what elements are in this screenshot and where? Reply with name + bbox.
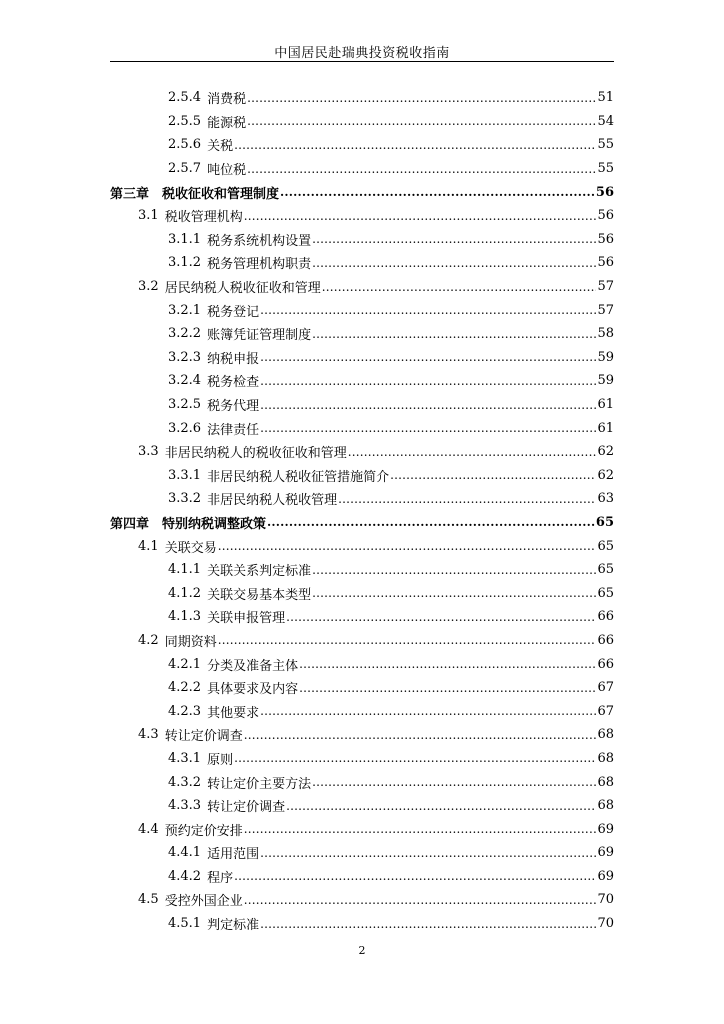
toc-entry-number: 4.2.3 — [168, 703, 202, 719]
running-header: 中国居民赴瑞典投资税收指南 — [274, 46, 450, 61]
toc-entry-title: 判定标准 — [207, 918, 260, 934]
toc-dot-leader — [234, 868, 596, 884]
toc-entry-page: 65 — [595, 514, 614, 530]
toc-dot-leader — [218, 632, 597, 648]
toc-dot-leader — [260, 302, 596, 318]
toc-dot-leader — [299, 656, 596, 672]
toc-dot-leader — [312, 231, 596, 247]
toc-entry[interactable] — [110, 275, 614, 299]
toc-entry-number: 3.2 — [138, 279, 159, 295]
toc-entry-page: 56 — [597, 208, 614, 224]
toc-dot-leader — [244, 892, 597, 908]
toc-entry-page: 65 — [597, 562, 614, 578]
toc-entry-page: 67 — [597, 680, 614, 696]
toc-entry[interactable] — [110, 605, 614, 629]
toc-dot-leader — [244, 208, 597, 224]
toc-entry-number: 4.3.3 — [168, 798, 202, 814]
toc-entry-page: 51 — [597, 90, 614, 106]
toc-entry[interactable] — [110, 629, 614, 653]
toc-entry[interactable] — [110, 817, 614, 841]
toc-entry-number: 3.2.1 — [168, 302, 202, 318]
toc-dot-leader — [260, 703, 596, 719]
toc-entry-title: 受控外国企业 — [164, 894, 243, 910]
toc-entry-title: 税务管理机构职责 — [207, 257, 312, 273]
toc-dot-leader — [234, 137, 596, 153]
toc-entry[interactable] — [110, 346, 614, 370]
toc-entry[interactable] — [110, 747, 614, 771]
toc-entry-number: 3.2.6 — [168, 420, 202, 436]
toc-entry-page: 57 — [597, 302, 614, 318]
toc-entry-number: 3.1.1 — [168, 231, 202, 247]
toc-dot-leader — [348, 444, 597, 460]
toc-entry[interactable] — [110, 369, 614, 393]
toc-entry-page: 56 — [597, 255, 614, 271]
toc-entry-number: 2.5.5 — [168, 113, 202, 129]
toc-entry[interactable] — [110, 534, 614, 558]
toc-entry[interactable] — [110, 180, 614, 204]
toc-entry-page: 56 — [595, 184, 614, 200]
toc-entry-page: 69 — [597, 821, 614, 837]
toc-entry-page: 61 — [597, 397, 614, 413]
toc-entry-number: 4.2.1 — [168, 656, 202, 672]
toc-entry-number: 4.3.2 — [168, 774, 202, 790]
toc-entry-title: 转让定价调查 — [164, 729, 243, 745]
toc-dot-leader — [218, 538, 597, 554]
toc-entry-title: 居民纳税人税收征收和管理 — [164, 281, 321, 297]
toc-entry-page: 68 — [597, 750, 614, 766]
toc-entry-page: 66 — [597, 656, 614, 672]
toc-entry-title: 原则 — [207, 752, 234, 768]
toc-entry[interactable] — [110, 865, 614, 889]
toc-entry-number: 3.1.2 — [168, 255, 202, 271]
table-of-contents — [110, 86, 614, 935]
toc-entry-title: 法律责任 — [207, 422, 260, 438]
toc-entry[interactable] — [110, 912, 614, 936]
toc-entry[interactable] — [110, 558, 614, 582]
toc-entry-title: 税务登记 — [207, 304, 260, 320]
toc-entry-page: 63 — [597, 491, 614, 507]
toc-dot-leader — [312, 774, 596, 790]
toc-entry[interactable] — [110, 393, 614, 417]
toc-entry[interactable] — [110, 511, 614, 535]
toc-entry-page: 68 — [597, 727, 614, 743]
toc-entry-title: 关联交易 — [164, 540, 217, 556]
toc-entry-page: 70 — [597, 892, 614, 908]
toc-entry-number: 4.5.1 — [168, 916, 202, 932]
toc-entry-page: 65 — [597, 585, 614, 601]
toc-dot-leader — [322, 279, 597, 295]
toc-entry[interactable] — [110, 440, 614, 464]
toc-dot-leader — [312, 562, 596, 578]
toc-entry-number: 4.1.2 — [168, 585, 202, 601]
toc-dot-leader — [244, 821, 597, 837]
toc-entry-title: 非居民纳税人税收管理 — [207, 493, 338, 509]
toc-entry[interactable] — [110, 770, 614, 794]
toc-entry-title: 预约定价安排 — [164, 823, 243, 839]
toc-entry-page: 56 — [597, 231, 614, 247]
toc-entry[interactable] — [110, 464, 614, 488]
toc-entry-title: 消费税 — [207, 92, 247, 108]
header-rule — [110, 61, 614, 62]
toc-dot-leader — [267, 514, 595, 530]
toc-entry-number: 4.3 — [138, 727, 159, 743]
toc-entry-number: 4.1.1 — [168, 562, 202, 578]
toc-entry-title: 关税 — [207, 139, 234, 155]
toc-entry-page: 54 — [597, 113, 614, 129]
toc-entry[interactable] — [110, 652, 614, 676]
toc-entry-title: 程序 — [207, 870, 234, 886]
toc-entry-title: 关联关系判定标准 — [207, 564, 312, 580]
toc-entry-title: 税收征收和管理制度 — [162, 186, 280, 202]
toc-entry-page: 66 — [597, 632, 614, 648]
toc-entry[interactable] — [110, 251, 614, 275]
toc-entry[interactable] — [110, 723, 614, 747]
toc-dot-leader — [247, 161, 596, 177]
toc-entry-number: 3.3 — [138, 444, 159, 460]
toc-entry-page: 59 — [597, 349, 614, 365]
toc-entry-number: 3.3.1 — [168, 467, 202, 483]
toc-entry-page: 67 — [597, 703, 614, 719]
toc-entry-title: 税收管理机构 — [164, 210, 243, 226]
toc-entry-title: 转让定价调查 — [207, 800, 286, 816]
toc-entry-number: 4.1 — [138, 538, 159, 554]
toc-entry-number: 第三章 — [110, 186, 150, 202]
toc-entry-title: 能源税 — [207, 115, 247, 131]
toc-entry-title: 转让定价主要方法 — [207, 776, 312, 792]
toc-dot-leader — [312, 255, 596, 271]
toc-entry-page: 66 — [597, 609, 614, 625]
toc-entry-number: 3.3.2 — [168, 491, 202, 507]
page-number: 2 — [358, 944, 366, 957]
toc-entry-number: 2.5.6 — [168, 137, 202, 153]
toc-dot-leader — [312, 585, 596, 601]
toc-entry-page: 65 — [597, 538, 614, 554]
toc-entry-number: 4.4 — [138, 821, 159, 837]
toc-entry-page: 55 — [597, 161, 614, 177]
toc-dot-leader — [260, 397, 596, 413]
toc-entry-title: 其他要求 — [207, 705, 260, 721]
toc-entry-title: 具体要求及内容 — [207, 682, 299, 698]
toc-entry-title: 特别纳税调整政策 — [162, 516, 267, 532]
toc-entry-title: 适用范围 — [207, 847, 260, 863]
toc-dot-leader — [390, 467, 596, 483]
toc-entry-number: 4.3.1 — [168, 750, 202, 766]
toc-entry[interactable] — [110, 794, 614, 818]
toc-entry-number: 4.5 — [138, 892, 159, 908]
toc-entry-number: 3.2.2 — [168, 326, 202, 342]
toc-dot-leader — [286, 609, 596, 625]
toc-dot-leader — [247, 90, 596, 106]
toc-entry[interactable] — [110, 888, 614, 912]
toc-entry-number: 4.1.3 — [168, 609, 202, 625]
toc-dot-leader — [338, 491, 596, 507]
toc-dot-leader — [260, 845, 596, 861]
toc-entry-title: 分类及准备主体 — [207, 658, 299, 674]
toc-entry-title: 纳税申报 — [207, 351, 260, 367]
toc-entry-number: 4.2.2 — [168, 680, 202, 696]
toc-entry[interactable] — [110, 487, 614, 511]
toc-entry[interactable] — [110, 228, 614, 252]
toc-entry-page: 62 — [597, 444, 614, 460]
toc-entry-title: 吨位税 — [207, 163, 247, 179]
toc-entry-page: 70 — [597, 916, 614, 932]
toc-entry-title: 账簿凭证管理制度 — [207, 328, 312, 344]
toc-entry-page: 68 — [597, 798, 614, 814]
toc-entry-number: 3.2.5 — [168, 397, 202, 413]
toc-entry-number: 4.4.1 — [168, 845, 202, 861]
toc-entry-number: 第四章 — [110, 516, 150, 532]
toc-entry-page: 61 — [597, 420, 614, 436]
toc-entry-page: 59 — [597, 373, 614, 389]
toc-entry[interactable] — [110, 298, 614, 322]
toc-dot-leader — [260, 420, 596, 436]
toc-entry[interactable] — [110, 157, 614, 181]
toc-entry-title: 关联交易基本类型 — [207, 587, 312, 603]
toc-entry-number: 3.2.4 — [168, 373, 202, 389]
toc-entry-number: 2.5.4 — [168, 90, 202, 106]
toc-dot-leader — [247, 113, 596, 129]
toc-entry-page: 57 — [597, 279, 614, 295]
toc-entry-title: 关联申报管理 — [207, 611, 286, 627]
toc-entry-page: 69 — [597, 868, 614, 884]
toc-entry[interactable] — [110, 204, 614, 228]
toc-dot-leader — [286, 798, 596, 814]
toc-entry[interactable] — [110, 581, 614, 605]
toc-entry-number: 4.4.2 — [168, 868, 202, 884]
toc-entry-number: 4.2 — [138, 632, 159, 648]
toc-entry[interactable] — [110, 841, 614, 865]
toc-entry[interactable] — [110, 110, 614, 134]
toc-entry-number: 3.1 — [138, 208, 159, 224]
toc-entry[interactable] — [110, 133, 614, 157]
toc-entry-number: 2.5.7 — [168, 161, 202, 177]
toc-dot-leader — [244, 727, 597, 743]
toc-entry-page: 69 — [597, 845, 614, 861]
toc-entry-title: 税务检查 — [207, 375, 260, 391]
toc-entry[interactable] — [110, 322, 614, 346]
toc-entry-page: 55 — [597, 137, 614, 153]
toc-dot-leader — [260, 373, 596, 389]
toc-entry[interactable] — [110, 676, 614, 700]
toc-dot-leader — [260, 349, 596, 365]
toc-dot-leader — [234, 750, 596, 766]
toc-dot-leader — [299, 680, 596, 696]
toc-entry-title: 非居民纳税人的税收征收和管理 — [164, 446, 347, 462]
toc-entry-title: 同期资料 — [164, 634, 217, 650]
toc-entry-number: 3.2.3 — [168, 349, 202, 365]
toc-entry-page: 58 — [597, 326, 614, 342]
toc-entry[interactable] — [110, 416, 614, 440]
toc-dot-leader — [312, 326, 596, 342]
toc-entry-page: 62 — [597, 467, 614, 483]
toc-dot-leader — [260, 916, 596, 932]
toc-dot-leader — [280, 184, 595, 200]
toc-entry-title: 税务系统机构设置 — [207, 233, 312, 249]
toc-entry-page: 68 — [597, 774, 614, 790]
toc-entry[interactable] — [110, 699, 614, 723]
toc-entry-title: 税务代理 — [207, 399, 260, 415]
toc-entry[interactable] — [110, 86, 614, 110]
toc-entry-title: 非居民纳税人税收征管措施简介 — [207, 469, 390, 485]
